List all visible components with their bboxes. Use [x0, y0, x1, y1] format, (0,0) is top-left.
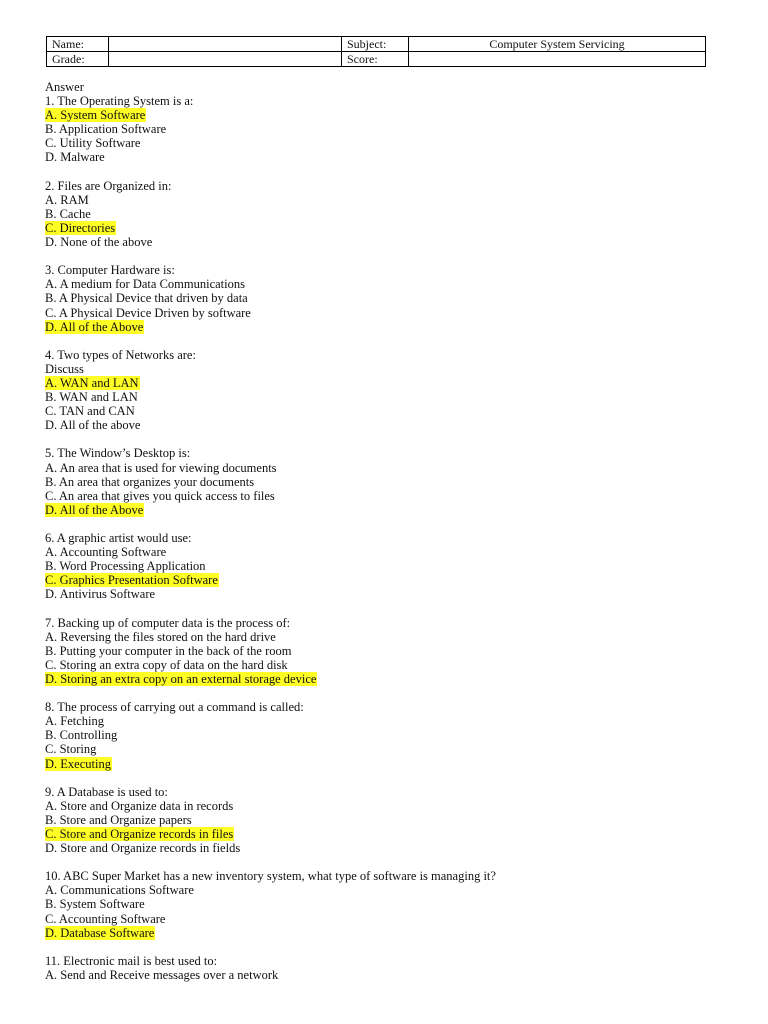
answer-option: A. Communications Software: [45, 883, 194, 898]
answer-option: C. Utility Software: [45, 136, 141, 151]
option-line: [45, 672, 725, 686]
option-line: [45, 108, 725, 122]
option-line: [45, 320, 725, 334]
answer-option: A. An area that is used for viewing documents: [45, 460, 277, 475]
question-block: [45, 869, 725, 939]
correct-answer-option: A. System Software: [45, 108, 146, 123]
question-text: 10. ABC Super Market has a new inventory system, what type of software is managing it?: [45, 869, 496, 884]
option-line: [45, 545, 725, 559]
question-text: 8. The process of carrying out a command is called:: [45, 700, 304, 715]
question-block: [45, 446, 725, 516]
subject-label: Subject:: [342, 37, 409, 52]
question-spacer: [45, 249, 725, 263]
question-note: Discuss: [45, 361, 84, 376]
option-line: [45, 461, 725, 475]
option-line: [45, 799, 725, 813]
question-text: 4. Two types of Networks are:: [45, 347, 196, 362]
option-line: [45, 827, 725, 841]
question-text: 11. Electronic mail is best used to:: [45, 953, 218, 968]
question-text: 5. The Window’s Desktop is:: [45, 446, 191, 461]
header-table: [46, 36, 706, 67]
option-line: [45, 291, 725, 305]
answer-option: C. An area that gives you quick access to files: [45, 488, 275, 503]
option-line: [45, 742, 725, 756]
question-text: 3. Computer Hardware is:: [45, 263, 175, 278]
correct-answer-option: D. Executing: [45, 756, 111, 771]
answer-option: A. Reversing the files stored on the hard drive: [45, 629, 276, 644]
header-row-1: [47, 37, 706, 52]
answer-option: C. TAN and CAN: [45, 404, 135, 419]
option-line: [45, 207, 725, 221]
question-block: [45, 263, 725, 333]
question-text: 2. Files are Organized in:: [45, 178, 172, 193]
correct-answer-option: D. All of the Above: [45, 502, 144, 517]
question-block: [45, 700, 725, 770]
score-field[interactable]: [409, 52, 706, 67]
correct-answer-option: A. WAN and LAN: [45, 375, 139, 390]
option-line: [45, 475, 725, 489]
option-line: [45, 926, 725, 940]
answer-option: B. Store and Organize papers: [45, 812, 192, 827]
option-line: [45, 883, 725, 897]
answer-option: A. RAM: [45, 192, 89, 207]
option-line: [45, 841, 725, 855]
question-spacer: [45, 771, 725, 785]
name-label: Name:: [47, 37, 109, 52]
option-line: [45, 404, 725, 418]
question-text: 6. A graphic artist would use:: [45, 531, 192, 545]
answer-option: A. Send and Receive messages over a network: [45, 967, 279, 982]
answer-option: B. Word Processing Application: [45, 559, 206, 574]
option-line: [45, 644, 725, 658]
correct-answer-option: C. Directories: [45, 220, 116, 235]
option-line: [45, 503, 725, 517]
option-line: [45, 306, 725, 320]
option-line: [45, 559, 725, 573]
option-line: [45, 630, 725, 644]
question-spacer: [45, 601, 725, 615]
answer-option: D. All of the above: [45, 418, 141, 433]
question-spacer: [45, 686, 725, 700]
question-text: 9. A Database is used to:: [45, 784, 168, 799]
grade-label: Grade:: [47, 52, 109, 67]
option-line: [45, 897, 725, 911]
option-line: [45, 658, 725, 672]
answer-option: A. Fetching: [45, 714, 105, 729]
answer-option: B. System Software: [45, 897, 145, 912]
question-block: [45, 179, 725, 249]
correct-answer-option: D. Storing an extra copy on an external storage device: [45, 671, 317, 686]
name-field[interactable]: [109, 37, 342, 52]
answer-option: B. An area that organizes your documents: [45, 474, 255, 489]
question-block: [45, 616, 725, 686]
question-text: 1. The Operating System is a:: [45, 94, 194, 109]
option-line: [45, 136, 725, 150]
option-line: [45, 968, 725, 982]
answer-option: B. Application Software: [45, 122, 167, 137]
answer-option: B. Cache: [45, 206, 91, 221]
question-spacer: [45, 855, 725, 869]
option-line: [45, 587, 725, 601]
option-line: [45, 277, 725, 291]
grade-field[interactable]: [109, 52, 342, 67]
answer-option: C. Storing: [45, 742, 97, 757]
option-line: [45, 418, 725, 432]
option-line: [45, 235, 725, 249]
header-row-2: [47, 52, 706, 67]
quiz-content: [45, 80, 725, 982]
question-text: 7. Backing up of computer data is the process of:: [45, 615, 291, 630]
question-block: [45, 954, 725, 982]
option-line: [45, 813, 725, 827]
question-block: [45, 348, 725, 433]
option-line: [45, 150, 725, 164]
option-line: [45, 376, 725, 390]
option-line: [45, 714, 725, 728]
answer-option: B. Controlling: [45, 728, 118, 743]
question-spacer: [45, 940, 725, 954]
correct-answer-option: D. Database Software: [45, 925, 155, 940]
option-line: [45, 489, 725, 503]
question-list: [45, 94, 725, 982]
option-line: [45, 757, 725, 771]
answer-option: D. None of the above: [45, 235, 153, 250]
option-line: [45, 193, 725, 207]
answer-option: C. Storing an extra copy of data on the hard disk: [45, 657, 288, 672]
answer-option: A. Store and Organize data in records: [45, 798, 234, 813]
question-block: [45, 785, 725, 855]
option-line: [45, 573, 725, 587]
answer-option: A. Accounting Software: [45, 545, 167, 560]
question-spacer: [45, 517, 725, 531]
question-spacer: [45, 432, 725, 446]
answer-option: C. Accounting Software: [45, 911, 166, 926]
option-line: [45, 122, 725, 136]
answer-option: D. Antivirus Software: [45, 587, 156, 602]
answer-heading: Answer: [45, 80, 84, 94]
correct-answer-option: D. All of the Above: [45, 319, 144, 334]
answer-option: D. Malware: [45, 150, 105, 165]
answer-option: C. A Physical Device Driven by software: [45, 305, 251, 320]
question-block: [45, 94, 725, 164]
option-line: [45, 912, 725, 926]
answer-option: B. WAN and LAN: [45, 390, 138, 405]
answer-option: B. A Physical Device that driven by data: [45, 291, 248, 306]
answer-option: B. Putting your computer in the back of the room: [45, 643, 292, 658]
question-block: [45, 531, 725, 601]
answer-option: A. A medium for Data Communications: [45, 277, 245, 292]
question-spacer: [45, 334, 725, 348]
option-line: [45, 728, 725, 742]
score-label: Score:: [342, 52, 409, 67]
question-spacer: [45, 165, 725, 179]
answer-option: D. Store and Organize records in fields: [45, 841, 241, 856]
correct-answer-option: C. Graphics Presentation Software: [45, 573, 218, 588]
correct-answer-option: C. Store and Organize records in files: [45, 826, 234, 841]
option-line: [45, 390, 725, 404]
subject-value: Computer System Servicing: [409, 37, 706, 52]
option-line: [45, 221, 725, 235]
